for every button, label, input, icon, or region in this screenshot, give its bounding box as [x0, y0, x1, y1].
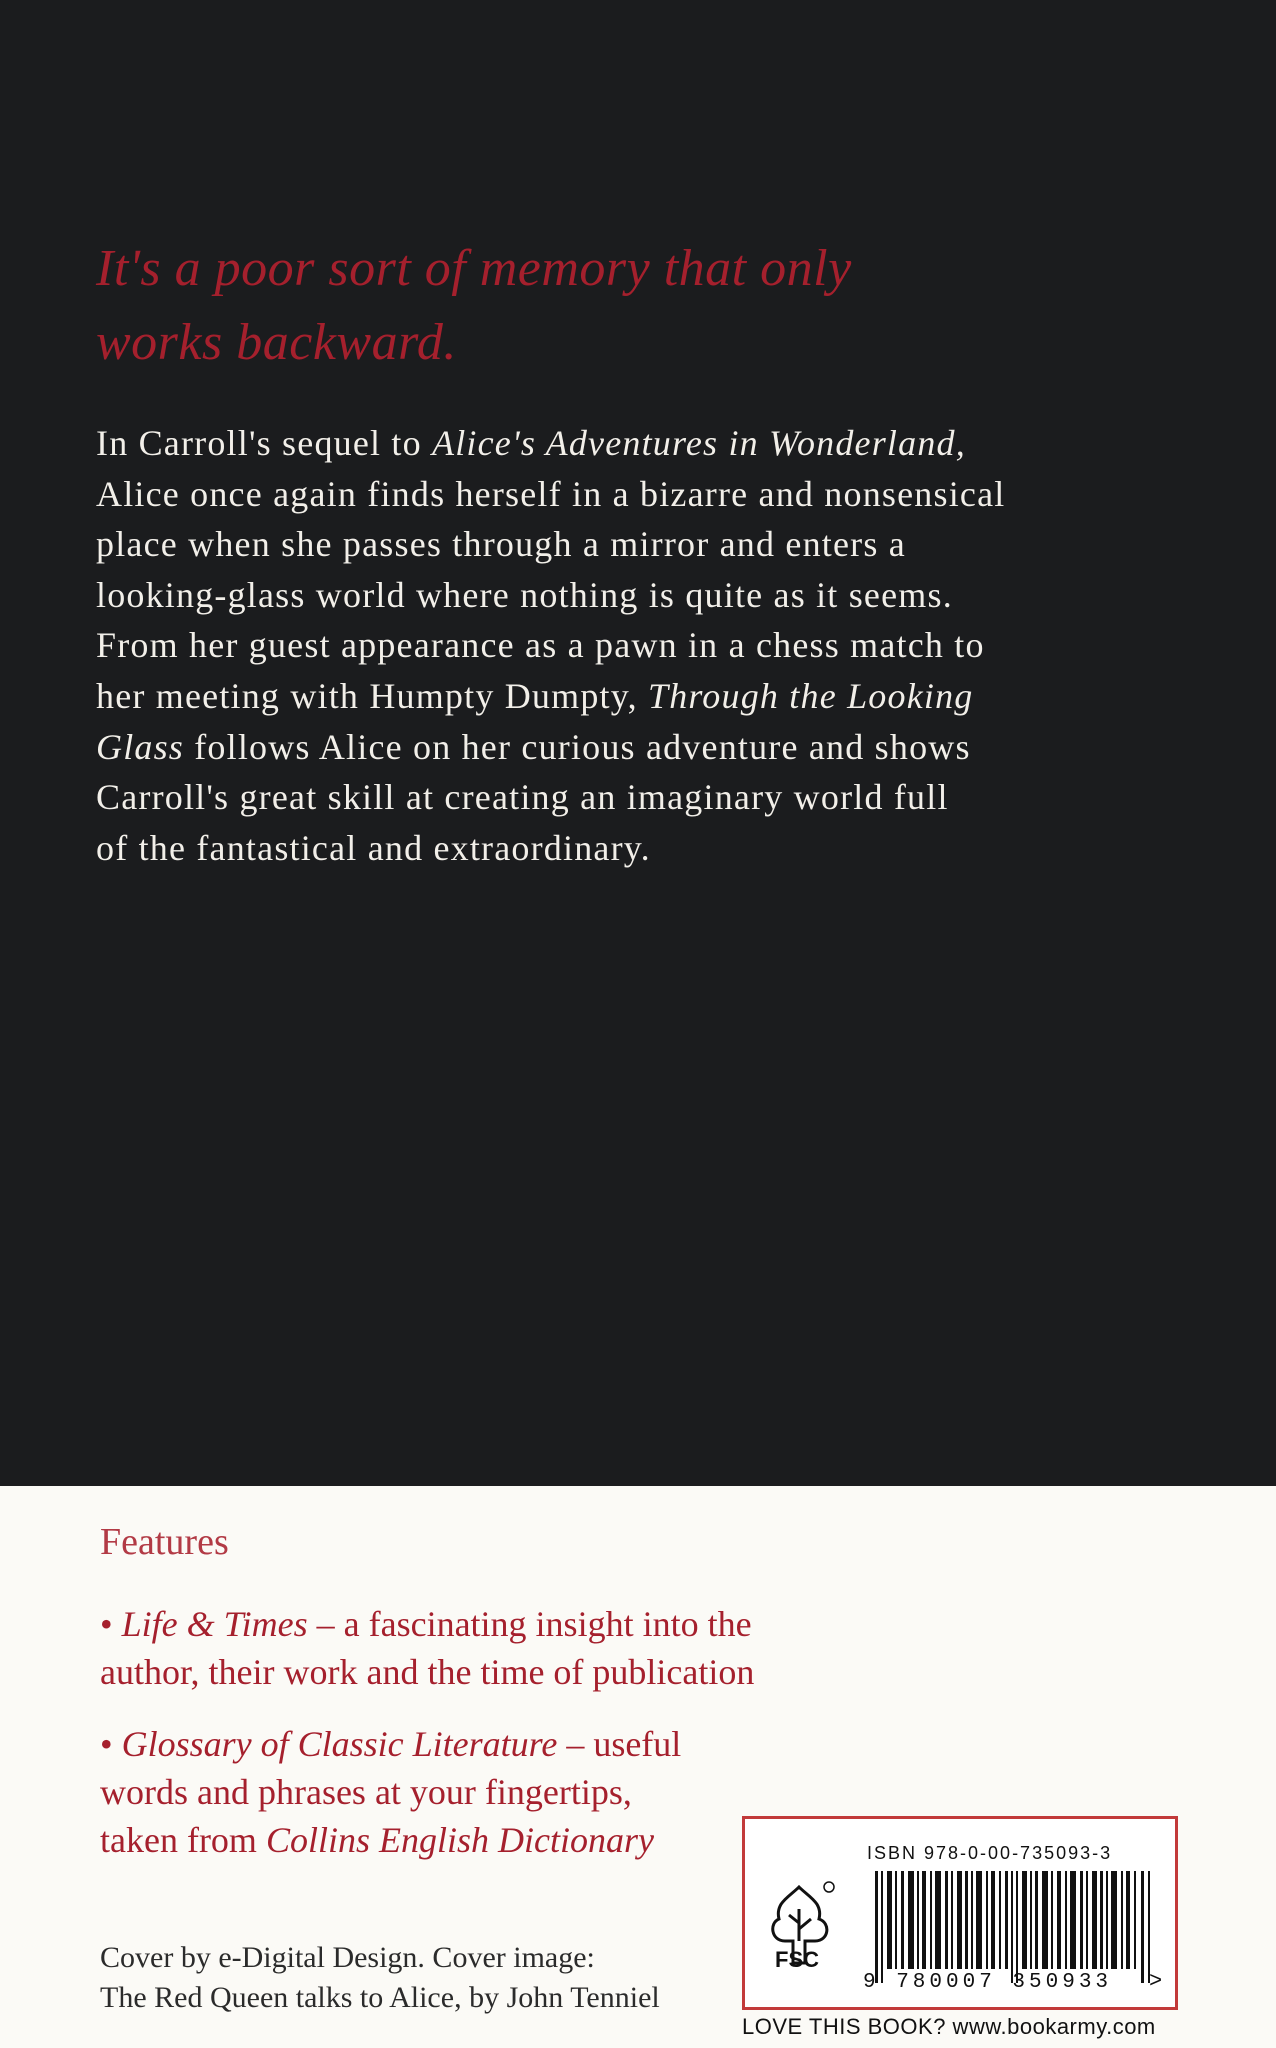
blurb-line: Alice once again finds herself in a bizarre and nonsensical — [96, 473, 1006, 514]
feature-name: Life & Times — [121, 1604, 308, 1644]
blurb-italic-title: Alice's Adventures in Wonderland, — [432, 423, 966, 463]
blurb-line: looking-glass world where nothing is quite as it seems. — [96, 574, 953, 615]
blurb-line: of the fantastical and extraordinary. — [96, 827, 651, 868]
features-heading: Features — [100, 1521, 229, 1563]
blurb-line: place when she passes through a mirror and enters a — [96, 524, 906, 565]
feature-text: – a fascinating insight into the — [307, 1604, 752, 1644]
bullet: • — [100, 1604, 113, 1644]
bullet: • — [100, 1724, 113, 1764]
blurb-line: From her guest appearance as a pawn in a chess match to — [96, 625, 985, 666]
feature-italic: Collins English Dictionary — [265, 1820, 654, 1860]
feature-line: words and phrases at your fingertips, — [100, 1772, 632, 1812]
credit-line: Cover by e-Digital Design. Cover image: — [100, 1941, 595, 1974]
feature-text: taken from — [100, 1820, 266, 1860]
blurb-text: follows Alice on her curious adventure and shows — [184, 726, 971, 767]
quote-line: It's a poor sort of memory that only — [96, 240, 852, 297]
feature-name: Glossary of Classic Literature — [121, 1724, 558, 1764]
pull-quote — [96, 232, 1096, 380]
barcode-arrow: > — [1149, 1969, 1163, 1994]
cover-credit — [100, 1938, 740, 2018]
barcode-digits: 9 780007 350933 — [863, 1971, 1113, 1994]
blurb-text: In Carroll's sequel to — [96, 423, 433, 463]
feature-item-life-times — [100, 1600, 840, 1696]
blurb-italic-title: Through the Looking — [648, 675, 974, 716]
blurb-line: Carroll's great skill at creating an imaginary world full — [96, 777, 949, 818]
isbn-barcode-box — [742, 1816, 1178, 2010]
feature-text: – useful — [557, 1724, 682, 1764]
book-blurb — [96, 418, 1186, 873]
feature-line — [100, 1816, 840, 1864]
blurb-line — [96, 418, 1186, 469]
isbn-label: ISBN 978-0-00-735093-3 — [867, 1843, 1113, 1863]
fsc-label: FSC — [775, 1947, 819, 1972]
blurb-text: her meeting with Humpty Dumpty, — [96, 675, 648, 716]
blurb-line — [96, 671, 1186, 722]
blurb-line — [96, 722, 1186, 773]
quote-line: works backward. — [96, 314, 457, 371]
feature-line — [100, 1600, 840, 1648]
feature-line — [100, 1720, 840, 1768]
feature-item-glossary — [100, 1720, 840, 1864]
feature-line: author, their work and the time of publication — [100, 1652, 755, 1692]
website-promo[interactable]: LOVE THIS BOOK? www.bookarmy.com — [742, 2014, 1156, 2039]
credit-line: The Red Queen talks to Alice, by John Tenniel — [100, 1981, 660, 2014]
blurb-italic-title: Glass — [96, 726, 185, 767]
barcode-icon — [875, 1871, 1153, 1983]
